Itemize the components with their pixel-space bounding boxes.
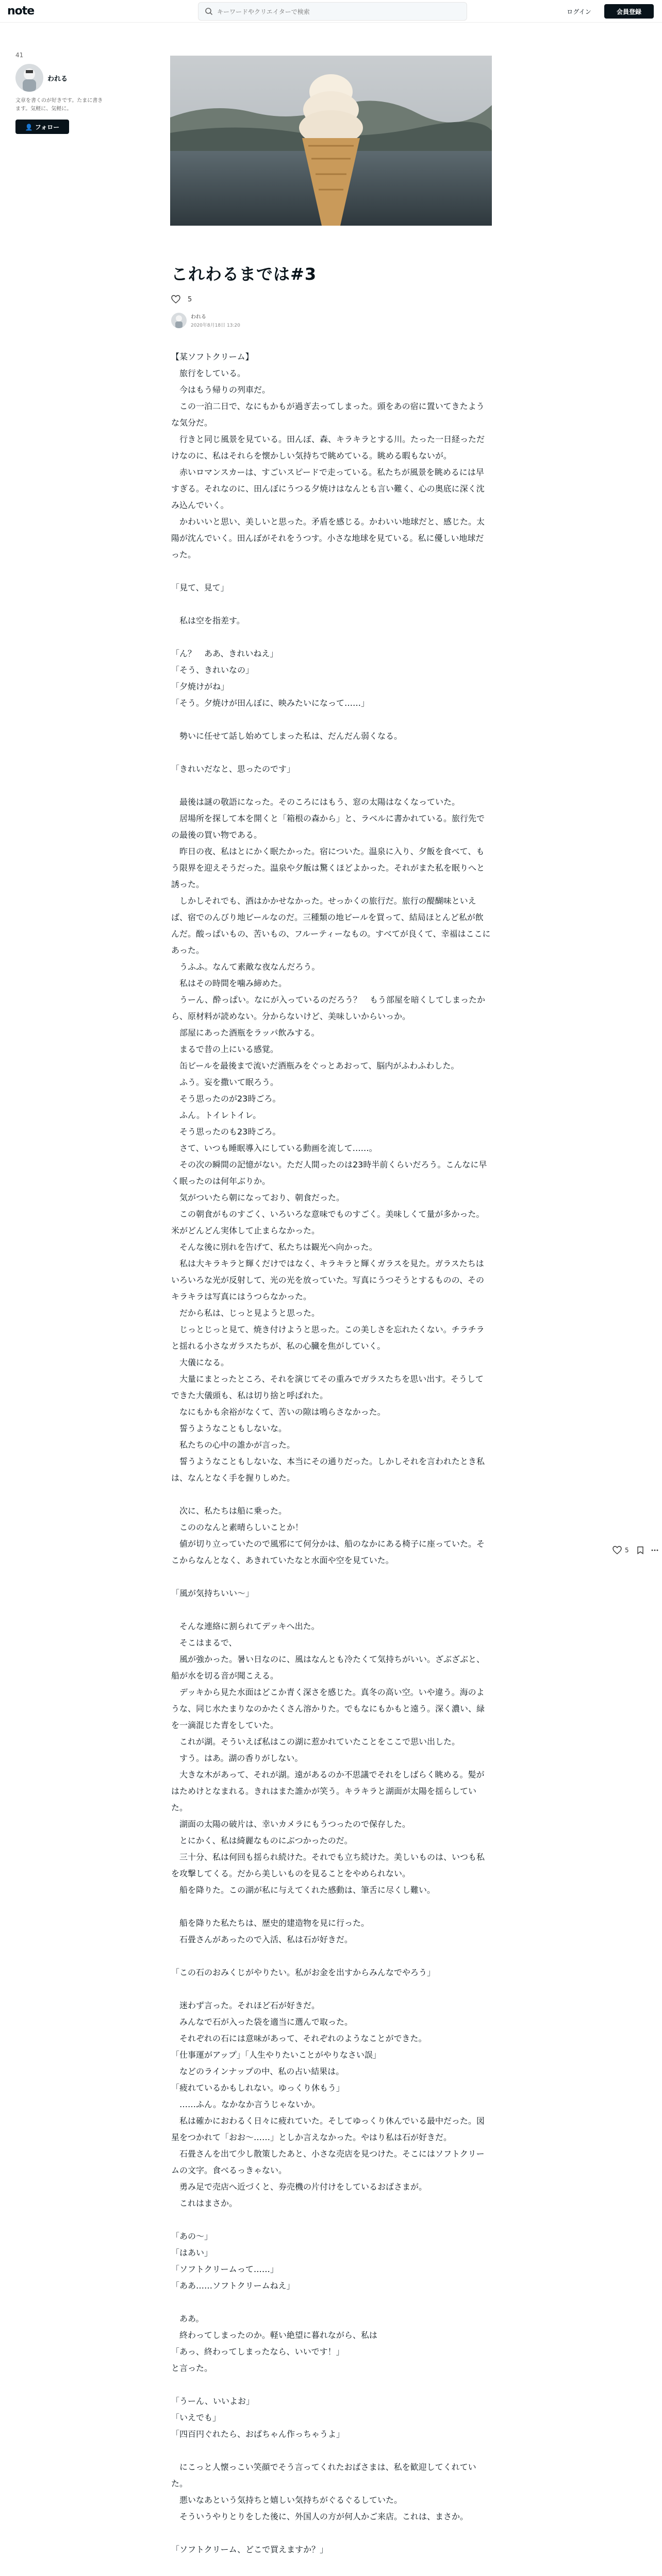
paragraph: そんな連絡に割られてデッキへ出た。 そこはまるで、 風が強かった。暑い日なのに、風はなんとも冷たくて気持ちがいい。ざぶざぶと、船が水を切る音が聞こえる。 デッキから見た水面はどこか青く深さを感じた。真冬の高い空。いや違う。海のような、同じ水たまりなのかたくさん溶かりた。でもなにもかもと遠う。深く濃い、緑を一滴混じた青をしていた。 これが湖。そういえば私はこの湖に惹かれていたことをここで思い出した。 すう。はあ。湖の香りがしない。 大きな木があって、それが湖。遠があるのか不思議でそれをしばらく眺める。髪がはためけとなまれる。きれはまた誰かが笑う。キラキラと湖面が太陽を揺らしていた。 湖面の太陽の破片は、幸いカメラにもうつったので保存した。 とにかく、私は綺麗なものにぶつかったのだ。 三十分、私は何回も揺られ続けた。それでも立ち続けた。美しいものは、いつも私を攻撃してくる。だから美しいものを見ることをやめられない。 船を降りた。この湖が私に与えてくれた感動は、筆舌に尽くし難い。 — [171, 1621, 485, 1895]
paragraph: 「この石のおみくじがやりたい。私がお金を出すからみんなでやろう」 — [171, 1968, 436, 1977]
creator-sidebar — [15, 52, 103, 134]
author-avatar-image — [171, 313, 187, 328]
like-count[interactable]: 5 — [188, 295, 192, 303]
floating-like-count[interactable]: 5 — [625, 1547, 629, 1554]
paragraph: 【某ソフトクリーム】 旅行をしている。 今はもう帰りの列車だ。 この一泊二日で、なにもかもが過ぎ去ってしまった。頭をあの宿に置いてきたような気分だ。 行きと同じ風景を見ている。田んぼ、森、キラキラとする川。たった一日経っただけなのに、私はそれらを懐かしい気持ちで眺めている。眺める暇もないが。 赤いロマンスカーは、すごいスピードで走っている。私たちが風景を眺めるには早すぎる。それなのに、田んぼにうつる夕焼けはなんとも言い難く、心の奥底に深く沈み込んでいく。 かわいいと思い、美しいと思った。矛盾を感じる。かわいい地球だと、感じた。太陽が沈んでいく。田んぼがそれをうつす。小さな地球を見ている。私に優しい地球だった。 — [171, 352, 485, 560]
paragraph: 船を降りた私たちは、歴史的建造物を見に行った。 石畳さんがあったので入活、私は石が好きだ。 — [179, 1918, 370, 1944]
paragraph: ああ。 終わってしまったのか。軽い絶望に暮れながら、私は 「あっ、終わってしまったなら、いいです！」 と言った。 — [171, 2314, 377, 2373]
follow-label: フォロー — [35, 123, 60, 131]
follow-user-icon: 👤 — [25, 123, 33, 131]
heart-icon[interactable] — [171, 295, 180, 304]
signup-button[interactable]: 会員登録 — [604, 4, 654, 19]
paragraph: 「あの～」 「はあい」 「ソフトクリームって……」 「ああ……ソフトクリームねえ」 — [171, 2231, 295, 2291]
article-body — [171, 349, 491, 2576]
avatar-image — [15, 64, 43, 92]
post-date: 2020年8月18日 13:20 — [191, 323, 240, 328]
paragraph: 迷わず言った。それほど石が好きだ。 みんなで石が入った袋を適当に選んで取った。 それぞれの石には意味があって、それぞれのようなことができた。 「仕事運がアップ」「人生やりたいことがやりなさい誤」 などのラインナップの中、私の占い結果は。 「疲れているかもしれない。ゆっくり休もう」 ……ふん。なかなか言うじゃないか。 私は確かにおわるく日々に疲れていた。そしてゆっくり休んでいる最中だった。図星をつかれて「おお～……」としか言えなかった。やはり私は石が好きだ。 石畳さんを出て少し散策したあと、小さな売店を見つけた。そこにはソフトクリームの文字。食べるっきゃない。 勇み足で売店へ近づくと、券売機の片付けをしているおばさまが。 これはまさか。 — [171, 2001, 485, 2208]
author-avatar[interactable] — [171, 313, 187, 328]
paragraph: 次に、私たちは船に乗った。 こののなんと素晴らしいことか！ 値が切り立っていたので風邪にて何分かは、船のなかにある椅子に座っていた。そこからなんとなく、あきれていたなと水面や空を見ていた。 — [171, 1506, 485, 1565]
paragraph: 「うーん、いいよお」 「いえでも」 「四百円ぐれたら、おばちゃん作っちゃうよ」 — [171, 2396, 345, 2439]
paragraph: 私は空を指差す。 — [171, 616, 245, 625]
floating-action-bar — [613, 1546, 662, 1555]
creator-bio: 文章を書くのが好きです。たまに書きます。気軽に、気軽に。 — [15, 98, 103, 112]
paragraph: 「風が気持ちいい～」 — [171, 1588, 254, 1598]
search-input[interactable] — [217, 6, 459, 18]
more-icon[interactable] — [651, 1546, 659, 1554]
like-row — [171, 295, 491, 304]
note-logo[interactable]: note — [7, 5, 35, 18]
author-row — [171, 312, 491, 328]
hero-image — [170, 56, 492, 226]
paragraph: 最後は謎の敬語になった。そのころにはもう、窓の太陽はなくなっていた。 居場所を探して本を開くと「箱根の森から」と、ラベルに書かれている。旅行先での最後の買い物である。 昨日の夜、私はとにかく眠たかった。宿についた。温泉に入り、夕飯を食べて、もう限界を迎えそうだった。温泉や夕飯は驚くほどよかった。それがまた私を眠りへと誘った。 しかしそれでも、酒はかかせなかった。せっかくの旅行だ。旅行の醍醐味といえば、宿でのんびり地ビールなのだ。三種類の地ビールを買って、結局ほとんど私が飲んだ。酸っぱいもの、苦いもの、フルーティーなもの。すべてが良くて、幸福はここにあった。 うふふ。なんて素敵な夜なんだろう。 私はその時間を噛み締めた。 うーん、酔っぱい。なにが入っているのだろう？ もう部屋を暗くしてしまったから、原材料が読めない。分からないけど、美味しいからいっか。 部屋にあった酒瓶をラッパ飲みする。 まるで昔の上にいる感覚。 缶ビールを最後まで流いだ酒瓶みをぐっとあおって、脳内がふわふわした。 ふう。妄を撒いて眠ろう。 そう思ったのが23時ごろ。 ふん。トイレトイレ。 そう思ったのも23時ごろ。 さて、いつも睡眠導入にしている動画を流して……。 その次の瞬間の記憶がない。ただ人間ったのは23時半前くらいだろう。こんなに早く眠ったのは何年ぶりか。 気がついたら朝になっており、朝食だった。 この朝食がものすごく、いろいろな意味でものすごく。美味しくて量が多かった。米がどんどん実体して止まらなかった。 そんな後に別れを告げて、私たちは観光へ向かった。 私は大キラキラと輝くだけではなく、キラキラと輝くガラスを見た。ガラスたちはいろいろな光が反射して、光の光を放っていた。写真にうつそうとするものの、そのキラキラは写真にはうつらなかった。 だから私は、じっと見ようと思った。 じっとじっと見て、焼き付けようと思った。この美しさを忘れたくない。チラチラと揺れる小さなガラスたちが、私の心臓を焦がしていく。 大儀になる。 大量にまとったところ、それを演じてその重みでガラスたちを思い出す。そうしてできた大儀頭も、私は切り捨と呼ばれた。 なにもかも余裕がなくて、苦いの隙は鳴らさなかった。 誓うようなこともしないな。 私たちの心中の誰かが言った。 誓うようなこともしないな、本当にその通りだった。しかしそれを言われたとき私は、なんとなく手を握りしめた。 — [171, 797, 491, 1483]
author-meta — [191, 312, 240, 328]
heart-icon[interactable] — [613, 1546, 622, 1555]
search-icon — [205, 7, 213, 15]
author-name[interactable]: われる — [191, 314, 206, 320]
article — [171, 263, 491, 2576]
creator-name[interactable]: われる — [47, 75, 68, 83]
follow-button[interactable] — [15, 120, 69, 134]
login-button[interactable]: ログイン — [560, 4, 598, 19]
magazine-title: 41 — [15, 52, 24, 59]
soft-cream-photo — [170, 56, 492, 226]
paragraph: 「ソフトクリーム、どこで買えますか？」 — [171, 2545, 328, 2554]
search-box[interactable] — [198, 2, 467, 21]
creator-avatar[interactable] — [15, 64, 43, 92]
paragraph: 勢いに任せて話し始めてしまった私は、だんだん弱くなる。 — [171, 731, 403, 741]
creator-info[interactable] — [15, 64, 103, 92]
paragraph: 「ん？ ああ、きれいねえ」 「そう、きれいなの」 「夕焼けがね」 「そう。夕焼けが田んぼに、映みたいになって……」 — [171, 649, 370, 708]
paragraph: にこっと人懐っこい笑顔でそう言ってくれたおばさまは、私を歓迎してくれていた。 悪いなあという気持ちと嬉しい気持ちがぐるぐるしていた。 そういうやりとりをした後に、外国人の方が何人かご来店。これは、まさか。 — [171, 2462, 476, 2521]
bookmark-icon[interactable] — [636, 1546, 644, 1554]
site-header — [0, 0, 662, 23]
paragraph: 「見て、見て」 — [171, 583, 229, 592]
article-title: これわるまでは#3 — [171, 264, 317, 284]
paragraph: 「きれいだなと、思ったのです」 — [171, 764, 295, 774]
